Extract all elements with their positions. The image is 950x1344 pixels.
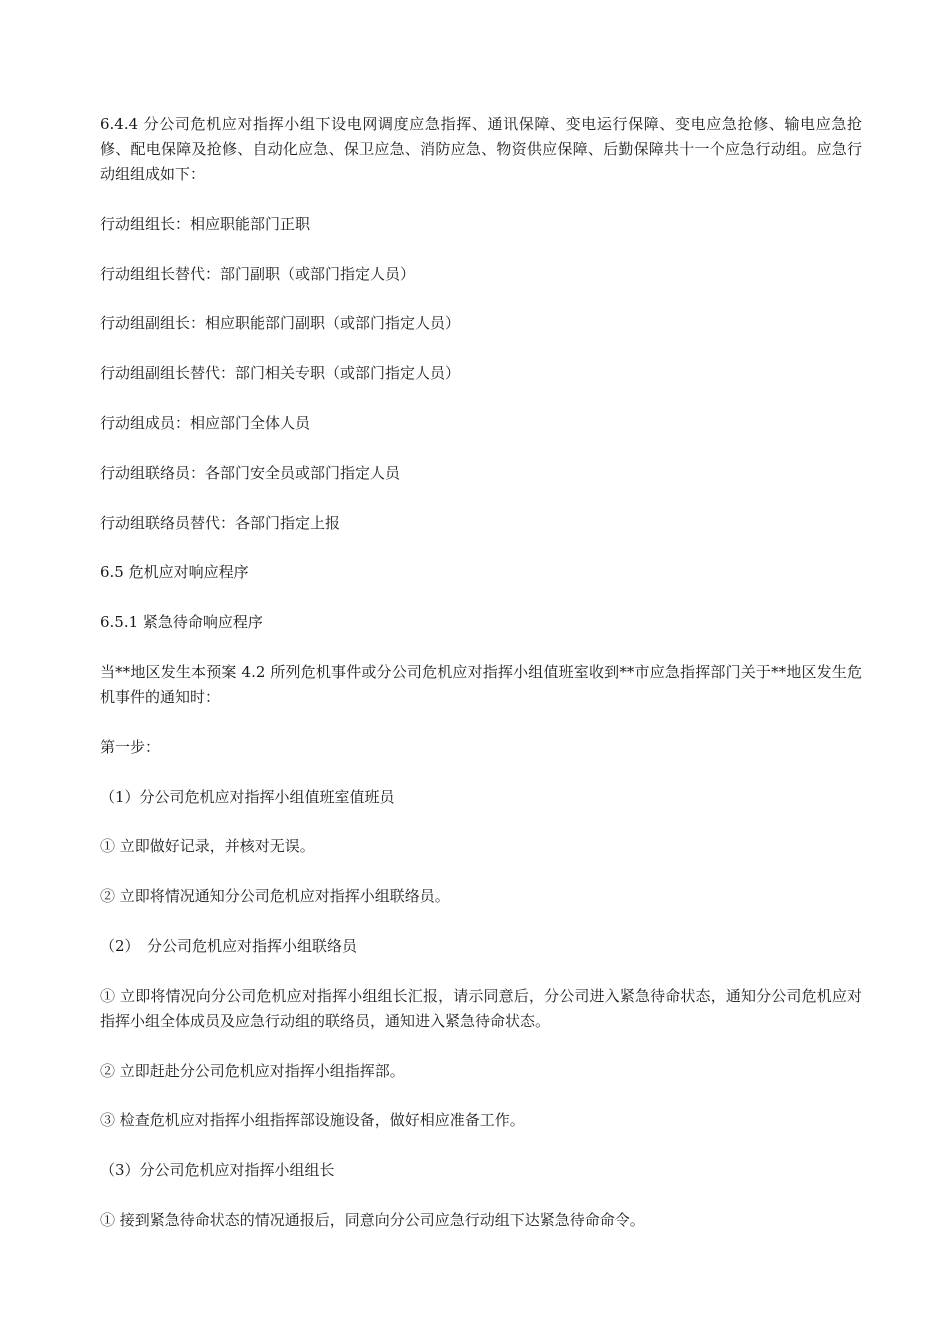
paragraph-members: 行动组成员：相应部门全体人员 <box>100 413 311 432</box>
paragraph-duty-item-2: ② 立即将情况通知分公司危机应对指挥小组联络员。 <box>100 887 450 906</box>
paragraph-duty-officer: （1）分公司危机应对指挥小组值班室值班员 <box>100 787 395 806</box>
paragraph-leader-substitute: 行动组组长替代：部门副职（或部门指定人员） <box>100 264 416 283</box>
paragraph-duty-item-1: ① 立即做好记录，并核对无误。 <box>100 837 315 856</box>
paragraph-liaison-item-1: ① 立即将情况向分公司危机应对指挥小组组长汇报，请示同意后，分公司进入紧急待命状态，通知分公司危机应对指挥小组全体成员及应急行动组的联络员，通知进入紧急待命状态。 <box>100 986 862 1030</box>
paragraph-group-leader: （3）分公司危机应对指挥小组组长 <box>100 1161 335 1180</box>
paragraph-deputy-leader: 行动组副组长：相应职能部门副职（或部门指定人员） <box>100 314 461 333</box>
paragraph-leader: 行动组组长：相应职能部门正职 <box>100 214 311 233</box>
paragraph-6-4-4: 6.4.4 分公司危机应对指挥小组下设电网调度应急指挥、通讯保障、变电运行保障、变电应急抢修、输电应急抢修、配电保障及抢修、自动化应急、保卫应急、消防应急、物资供应保障、后勤保障共十一个应急行动组。应急行动组组成如下： <box>100 115 862 183</box>
paragraph-group-leader-item-1: ① 接到紧急待命状态的情况通报后，同意向分公司应急行动组下达紧急待命命令。 <box>100 1210 645 1229</box>
paragraph-trigger: 当**地区发生本预案 4.2 所列危机事件或分公司危机应对指挥小组值班室收到**市应急指挥部门关于**地区发生危机事件的通知时： <box>100 662 862 706</box>
paragraph-step-one: 第一步： <box>100 737 161 756</box>
paragraph-deputy-substitute: 行动组副组长替代：部门相关专职（或部门指定人员） <box>100 364 461 383</box>
paragraph-liaison-item-2: ② 立即赶赴分公司危机应对指挥小组指挥部。 <box>100 1061 405 1080</box>
paragraph-liaison: 行动组联络员：各部门安全员或部门指定人员 <box>100 463 401 482</box>
document-page <box>100 112 862 1258</box>
paragraph-liaison-officer: （2） 分公司危机应对指挥小组联络员 <box>100 936 358 955</box>
heading-6-5: 6.5 危机应对响应程序 <box>100 563 249 582</box>
heading-6-5-1: 6.5.1 紧急待命响应程序 <box>100 613 263 632</box>
paragraph-liaison-substitute: 行动组联络员替代：各部门指定上报 <box>100 513 341 532</box>
paragraph-liaison-item-3: ③ 检查危机应对指挥小组指挥部设施设备，做好相应准备工作。 <box>100 1111 525 1130</box>
